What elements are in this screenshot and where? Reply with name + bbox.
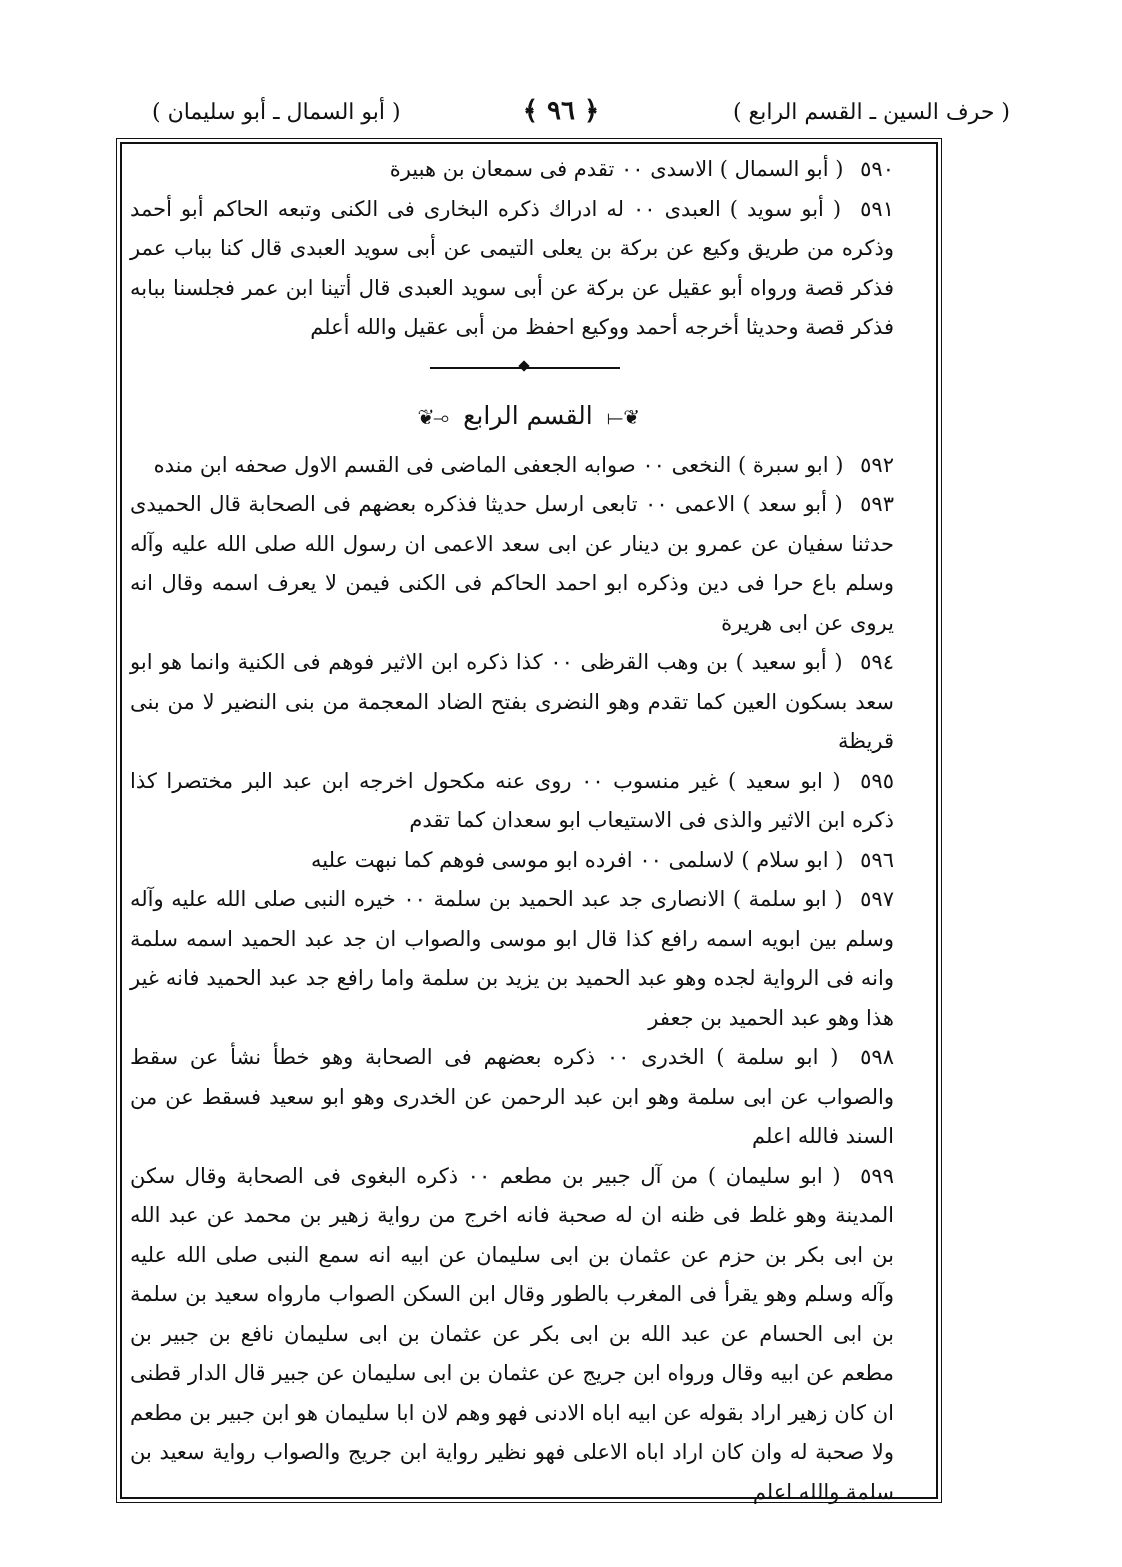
entry xyxy=(130,1157,928,1513)
entry-number: ٥٩٤ xyxy=(860,650,894,674)
section-running-title: ( حرف السين ـ القسم الرابع ) xyxy=(732,100,1010,125)
section-heading xyxy=(130,386,928,446)
entry-number: ٥٩٦ xyxy=(860,847,894,872)
entry-text: ( ابو سعيد ) غير منسوب ٠٠ روى عنه مكحول اخرجه ابن عبد البر مختصرا كذا ذكره ابن الاثير والذى فى الاستيعاب ابو سعدان كما تقدم xyxy=(130,768,894,832)
entry-text: ( ابو سلمة ) الانصارى جد عبد الحميد بن سلمة ٠٠ خيره النبى صلى الله عليه وآله وسلم بين ابويه اسمه رافع كذا قال ابو موسى والصواب ان جد عبد الحميد اسمه سلمة وانه فى الرواية لجده وهو عبد الحميد بن يزيد بن سلمة واما رافع جد عبد الحميد فانه غير هذا وهو عبد الحميد بن جعفر xyxy=(130,887,894,1030)
entry xyxy=(130,446,928,486)
entry xyxy=(130,643,928,762)
entry xyxy=(130,762,928,841)
entry xyxy=(130,150,928,190)
entry-number: ٥٩٧ xyxy=(860,887,894,911)
entry-number: ٥٩٣ xyxy=(860,492,894,516)
entry-number: ٥٩٠ xyxy=(860,157,894,181)
entry-number: ٥٩١ xyxy=(860,196,894,221)
entry-text: ( ابو سليمان ) من آل جبير بن مطعم ٠٠ ذكره البغوى فى الصحابة وقال سكن المدينة وهو غلط فى ظنه ان له صحبة فانه اخرج من رواية زهير بن محمد عن عبد الله بن ابى بكر بن حزم عن عثمان بن ابى سليمان عن ابيه انه سمع النبى صلى الله عليه وآله وسلم وهو يقرأ فى المغرب بالطور وقال ابن السكن الصواب مارواه سعيد بن سلمة بن ابى الحسام عن عبد الله بن ابى بكر عن عثمان بن ابى سليمان نافع بن جبير بن مطعم عن ابيه وقال ورواه ابن جريج عن عثمان بن ابى سليمان عن جبير قال الدار قطنى ان كان زهير اراد بقوله عن ابيه اباه الادنى فهو وهم لان ابا سليمان هو ابن جبير بن مطعم ولا صحبة له وان كان اراد اباه الاعلى فهو نظير رواية ابن جريج والصواب رواية سعيد بن سلمة والله اعلم xyxy=(130,1163,894,1504)
entry-text: ( أبو سويد ) العبدى ٠٠ له ادراك ذكره البخارى فى الكنى وتبعه الحاكم أبو أحمد وذكره من طريق وكيع عن بركة بن يعلى التيمى عن أبى سويد العبدى قال كنا بباب عمر فذكر قصة ورواه أبو عقيل عن بركة عن أبى سويد العبدى قال أتينا ابن عمر فجلسنا ببابه فذكر قصة وحديثا أخرجه أحمد ووكيع احفظ من أبى عقيل والله أعلم xyxy=(130,196,894,339)
entry-text: ( أبو السمال ) الاسدى ٠٠ تقدم فى سمعان بن هبيرة xyxy=(389,157,844,181)
page-body xyxy=(130,150,928,1512)
entry xyxy=(130,485,928,643)
divider-dot xyxy=(518,360,529,371)
entry-text: ( أبو سعيد ) بن وهب القرظى ٠٠ كذا ذكره ابن الاثير فوهم فى الكنية وانما هو ابو سعد بسكون العين كما تقدم وهو النضرى بفتح الضاد المعجمة من بنى النضير لا من بنى قريظة xyxy=(130,650,894,753)
entry xyxy=(130,841,928,881)
ornament-right-icon: ❦⟞ xyxy=(606,404,641,429)
entry-text: ( ابو سلام ) لاسلمى ٠٠ افرده ابو موسى فوهم كما نبهت عليه xyxy=(311,847,844,872)
entry-number: ٥٩٢ xyxy=(860,452,894,477)
entry-number: ٥٩٥ xyxy=(860,768,894,793)
entry-text: ( ابو سبرة ) النخعى ٠٠ صوابه الجعفى الماضى فى القسم الاول صحفه ابن منده xyxy=(153,452,844,477)
ornament-left-icon: ⟜❦ xyxy=(417,404,450,429)
entry xyxy=(130,880,928,1038)
entry-number: ٥٩٨ xyxy=(860,1045,894,1069)
entry-text: ( ابو سلمة ) الخدرى ٠٠ ذكره بعضهم فى الصحابة وهو خطأ نشأ عن سقط والصواب عن ابى سلمة وهو ابن عبد الرحمن عن الخدرى وهو ابو سعيد فسقط عن من السند فالله اعلم xyxy=(130,1045,894,1148)
section-heading-text: القسم الرابع xyxy=(463,400,593,430)
entry-text: ( أبو سعد ) الاعمى ٠٠ تابعى ارسل حديثا فذكره بعضهم فى الصحابة قال الحميدى حدثنا سفيان عن عمرو بن دينار عن ابى سعد الاعمى ان رسول الله صلى الله عليه وآله وسلم باع حرا فى دين وذكره ابو احمد الحاكم فى الكنى فيمن لا يعرف اسمه وقال انه يروى عن ابى هريرة xyxy=(130,492,894,635)
entry xyxy=(130,190,928,348)
page-number: ﴿ ٩٦ ﴾ xyxy=(522,96,600,126)
entry-number: ٥٩٩ xyxy=(860,1163,894,1188)
divider xyxy=(130,348,928,386)
entry xyxy=(130,1038,928,1157)
page-header xyxy=(100,94,1022,134)
entries-running-title: ( أبو السمال ـ أبو سليمان ) xyxy=(152,100,401,125)
